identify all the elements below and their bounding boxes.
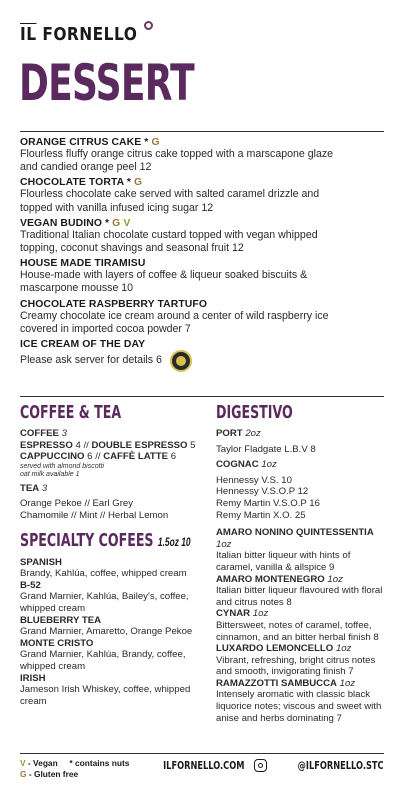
list-item: CYNAR 1oz Bittersweet, notes of caramel, toffee, cinnamon, and an bitter herbal finish 8 <box>216 608 379 643</box>
divider <box>20 753 384 754</box>
vegan-tag: V <box>123 217 131 229</box>
gluten-free-tag: G <box>112 217 121 229</box>
divider <box>20 131 384 132</box>
list-item: ORANGE CITRUS CAKE * G Flourless fluffy orange citrus cake topped with a marscapone glaze and candied orange peel 12 <box>20 137 334 174</box>
digestivo-column: DIGESTIVO PORT 2oz Taylor Fladgate L.B.V 8 COGNAC 1oz Hennessy V.S. 10 Hennessy V.S.O.P 12 Remy Martin V.S.O.P 16 Remy Martin X.O. 25 AMARO NONINO QUINTESSENTIA 1oz Italian bitter liqueur with hints of caramel, vanilla & allspice 9 AMARO MONTENEGRO 1oz Italian bitter liqueur flavoured with floral and citrus notes 8 CYNAR 1oz Bittersweet, notes of caramel, toffee, cinnamon, and an bitter herbal finish 8 LUXARDO LEMONCELLO 1oz Vibrant, refreshing, bright citrus notes and smooth, invigorating finish 7 RAMAZZOTTI SAMBUCCA 1oz Intensely aromatic with classic black liquorice notes; viscous and sweet with anise and herbs dominating 7 <box>216 402 388 724</box>
page-title: DESSERT <box>19 54 194 112</box>
footer <box>136 759 384 772</box>
instagram-handle[interactable]: @ILFORNELLO.STC <box>298 759 384 772</box>
list-item: CHOCOLATE RASPBERRY TARTUFO Creamy chocolate ice cream around a center of wild raspberry ice covered in imported cocoa powder 7 <box>20 298 329 335</box>
dessert-list <box>20 137 350 375</box>
list-item: B-52 Grand Marnier, Kahlúa, Bailey's, coffee, whipped cream <box>20 579 189 614</box>
list-item: AMARO NONINO QUINTESSENTIA 1oz Italian bitter liqueur with hints of caramel, vanilla & allspice 9 <box>216 527 374 573</box>
brand-circle-icon <box>144 21 153 30</box>
list-item: RAMAZZOTTI SAMBUCCA 1oz Intensely aromatic with classic black liquorice notes; viscous and sweet with anise and herbs dominating 7 <box>216 677 382 724</box>
ice-cream-badge-icon <box>170 350 192 372</box>
brand-logo <box>20 24 153 45</box>
list-item: ICE CREAM OF THE DAY Please ask server for details 6 <box>20 339 350 372</box>
instagram-icon[interactable] <box>254 759 267 772</box>
section-title-digestivo: DIGESTIVO <box>216 402 293 423</box>
list-item: CHOCOLATE TORTA * G Flourless chocolate cake served with salted caramel drizzle and topped with vanilla infused icing sugar 12 <box>20 177 320 214</box>
brand-name: $\overline{IL}$ FORNELLO <box>20 24 138 45</box>
coffee-column: COFFEE & TEA COFFEE 3 ESPRESSO 4 // DOUBLE ESPRESSO 5 CAPPUCCINO 6 // CAFFÈ LATTE 6 served with almond biscotti oat milk available 1 TEA 3 Orange Pekoe // Earl Grey Chamomile // Mint // Herbal Lemon SPECIALTY COFEES 1.5oz 10 SPANISH Brandy, Kahlúa, coffee, whipped cream B-52 Grand Marnier, Kahlúa, Bailey's, coffee, whipped cream BLUEBERRY TEA Grand Marnier, Amaretto, Orange Pekoe MONTE CRISTO Grand Marnier, Kahlúa, Brandy, coffee, whipped cream IRISH Jameson Irish Whiskey, coffee, whipped cream <box>20 402 200 707</box>
gluten-free-tag: G <box>151 137 160 148</box>
list-item: AMARO MONTENEGRO 1oz Italian bitter liqueur flavoured with floral and citrus notes 8 <box>216 573 383 608</box>
legend: V - Vegan * contains nuts G - Gluten free <box>20 758 130 779</box>
list-item: MONTE CRISTO Grand Marnier, Kahlúa, Brandy, coffee, whipped cream <box>20 637 186 672</box>
list-item: IRISH Jameson Irish Whiskey, coffee, whipped cream <box>20 672 191 707</box>
divider <box>20 396 384 397</box>
list-item: VEGAN BUDINO * G V Traditional Italian chocolate custard topped with vegan whipped topping, coconut shavings and seasonal fruit 12 <box>20 217 318 255</box>
list-item: SPANISH Brandy, Kahlúa, coffee, whipped cream <box>20 556 187 580</box>
gluten-free-tag: G <box>134 177 143 189</box>
list-item: LUXARDO LEMONCELLO 1oz Vibrant, refreshing, bright citrus notes and smooth, invigorating finish 7 <box>216 643 376 678</box>
list-item: BLUEBERRY TEA Grand Marnier, Amaretto, Orange Pekoe <box>20 614 193 638</box>
section-title-specialty: SPECIALTY COFEES 1.5oz 10 <box>20 529 191 551</box>
list-item: HOUSE MADE TIRAMISU House-made with layers of coffee & liqueur soaked biscuits & mascarpone mousse 10 <box>20 258 308 295</box>
section-title-coffee: COFFEE & TEA <box>20 402 122 423</box>
website-link[interactable]: ILFORNELLO.COM <box>163 759 245 772</box>
